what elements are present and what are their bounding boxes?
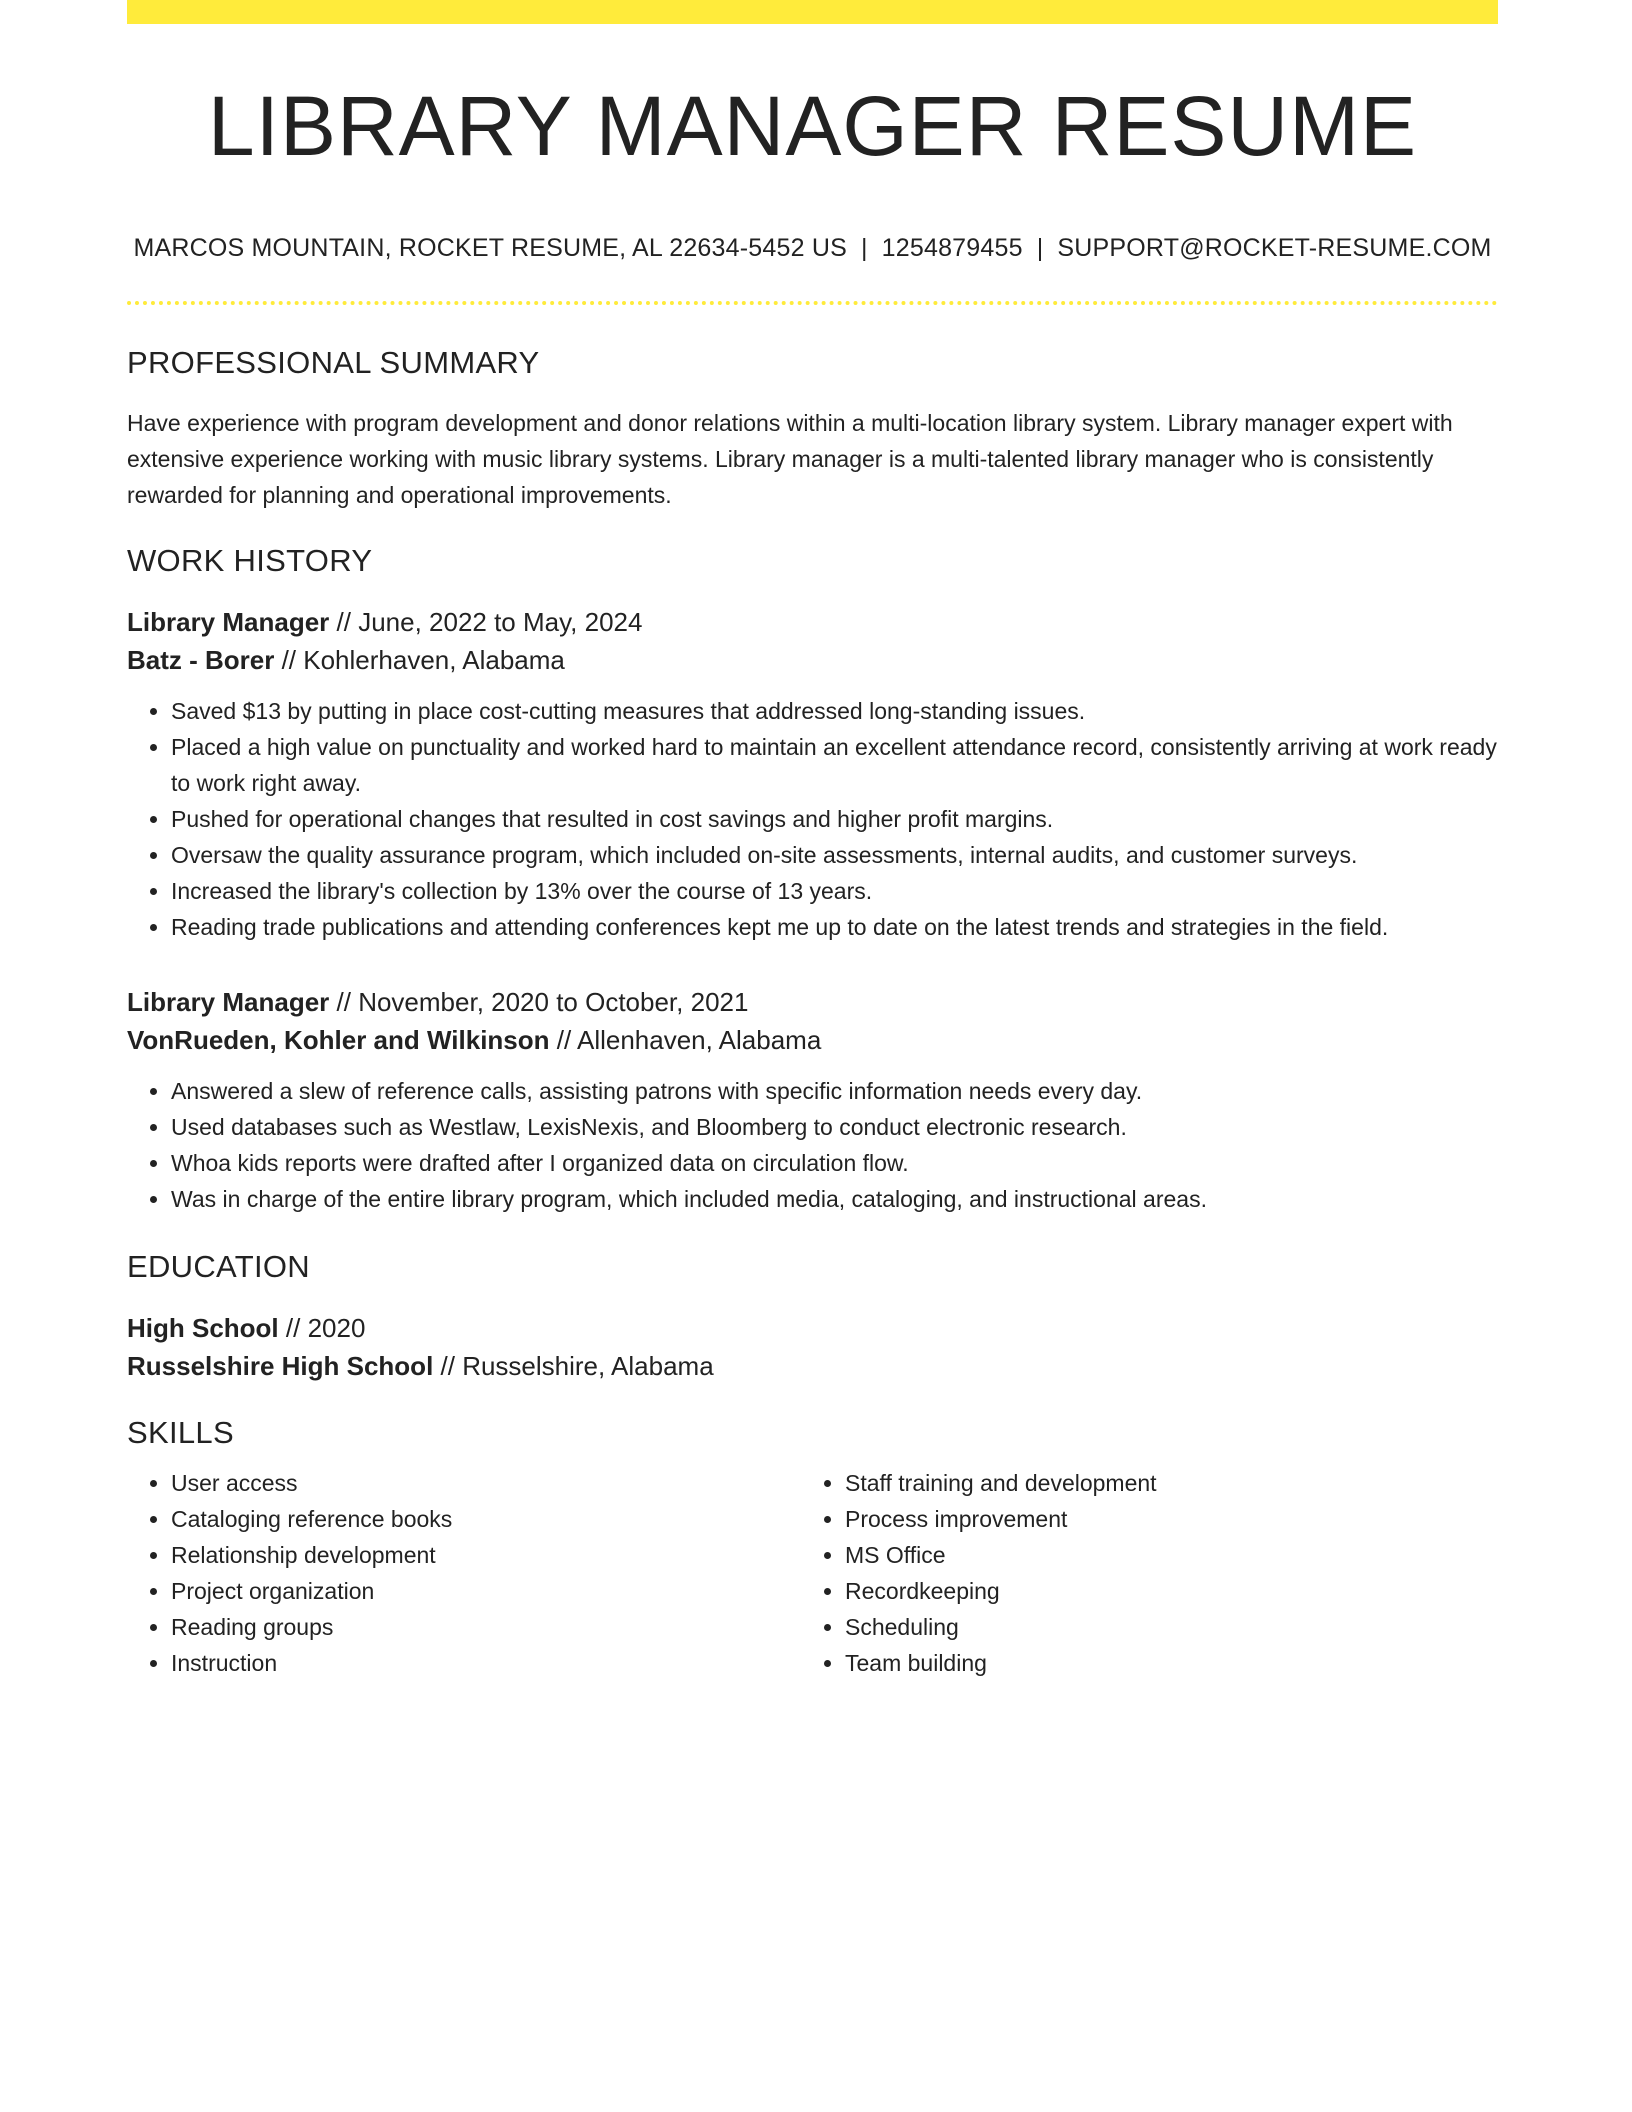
list-item: • Instruction	[171, 1645, 801, 1681]
job-location: // Allenhaven, Alabama	[549, 1025, 822, 1055]
job-dates: // November, 2020 to October, 2021	[329, 987, 749, 1017]
contact-line	[127, 234, 1498, 263]
job-bullets	[127, 693, 1498, 945]
job-entry	[127, 983, 1498, 1217]
list-item: • Used databases such as Westlaw, LexisNexis, and Bloomberg to conduct electronic research.	[171, 1109, 1498, 1145]
list-item: • Cataloging reference books	[171, 1501, 801, 1537]
skills-columns	[127, 1465, 1498, 1681]
education-school-line	[127, 1347, 1498, 1385]
education-location: // Russelshire, Alabama	[433, 1351, 714, 1381]
education-year: // 2020	[278, 1313, 366, 1343]
job-title: Library Manager	[127, 607, 330, 637]
job-title-line	[127, 603, 1498, 641]
job-title-line	[127, 983, 1498, 1021]
list-item: • Staff training and development	[845, 1465, 1475, 1501]
list-item: • MS Office	[845, 1537, 1475, 1573]
list-item: • Whoa kids reports were drafted after I organized data on circulation flow.	[171, 1145, 1498, 1181]
list-item: • Process improvement	[845, 1501, 1475, 1537]
contact-separator: |	[860, 234, 868, 262]
list-item: • User access	[171, 1465, 801, 1501]
list-item: • Oversaw the quality assurance program, which included on-site assessments, internal audits, and customer surveys.	[171, 837, 1498, 873]
education-entry	[127, 1309, 1498, 1385]
list-item: • Answered a slew of reference calls, assisting patrons with specific information needs every day.	[171, 1073, 1498, 1109]
list-item: • Relationship development	[171, 1537, 801, 1573]
list-item: • Saved $13 by putting in place cost-cutting measures that addressed long-standing issues.	[171, 693, 1498, 729]
list-item: • Placed a high value on punctuality and worked hard to maintain an excellent attendance record, consistently arriving at work ready to work right away.	[171, 729, 1498, 801]
work-history-heading: WORK HISTORY	[127, 543, 373, 578]
education-degree: High School	[127, 1313, 279, 1343]
job-company: VonRueden, Kohler and Wilkinson	[127, 1025, 550, 1055]
list-item: • Reading groups	[171, 1609, 801, 1645]
list-item: • Was in charge of the entire library program, which included media, cataloging, and instructional areas.	[171, 1181, 1498, 1217]
summary-text: Have experience with program development and donor relations within a multi-location library system. Library manager expert with extensive experience working with music library systems. Library manager is a multi-talented library manager who is consistently rewarded for planning and operational improvements.	[127, 410, 1453, 508]
contact-email: SUPPORT@ROCKET-RESUME.COM	[1057, 234, 1492, 262]
list-item: • Scheduling	[845, 1609, 1475, 1645]
dotted-divider	[127, 301, 1498, 305]
skills-heading: SKILLS	[127, 1415, 234, 1450]
skills-left-list	[127, 1465, 801, 1681]
education-school: Russelshire High School	[127, 1351, 434, 1381]
job-title: Library Manager	[127, 987, 330, 1017]
job-bullets	[127, 1073, 1498, 1217]
list-item: • Recordkeeping	[845, 1573, 1475, 1609]
contact-address: MARCOS MOUNTAIN, ROCKET RESUME, AL 22634-5452 US	[133, 234, 847, 262]
job-company-line	[127, 1021, 1498, 1059]
list-item: • Team building	[845, 1645, 1475, 1681]
job-company-line	[127, 641, 1498, 679]
resume-title: LIBRARY MANAGER RESUME	[207, 79, 1418, 173]
list-item: • Project organization	[171, 1573, 801, 1609]
skills-right-list	[801, 1465, 1475, 1681]
resume-page	[127, 0, 1498, 1681]
summary-heading: PROFESSIONAL SUMMARY	[127, 345, 540, 380]
contact-separator: |	[1036, 234, 1044, 262]
education-degree-line	[127, 1309, 1498, 1347]
job-dates: // June, 2022 to May, 2024	[329, 607, 643, 637]
education-heading: EDUCATION	[127, 1249, 310, 1284]
list-item: • Increased the library's collection by 13% over the course of 13 years.	[171, 873, 1498, 909]
list-item: • Pushed for operational changes that resulted in cost savings and higher profit margins.	[171, 801, 1498, 837]
job-location: // Kohlerhaven, Alabama	[274, 645, 565, 675]
job-company: Batz - Borer	[127, 645, 275, 675]
contact-phone: 1254879455	[881, 234, 1023, 262]
job-entry	[127, 603, 1498, 945]
accent-top-bar	[127, 0, 1498, 24]
list-item: • Reading trade publications and attending conferences kept me up to date on the latest trends and strategies in the field.	[171, 909, 1498, 945]
